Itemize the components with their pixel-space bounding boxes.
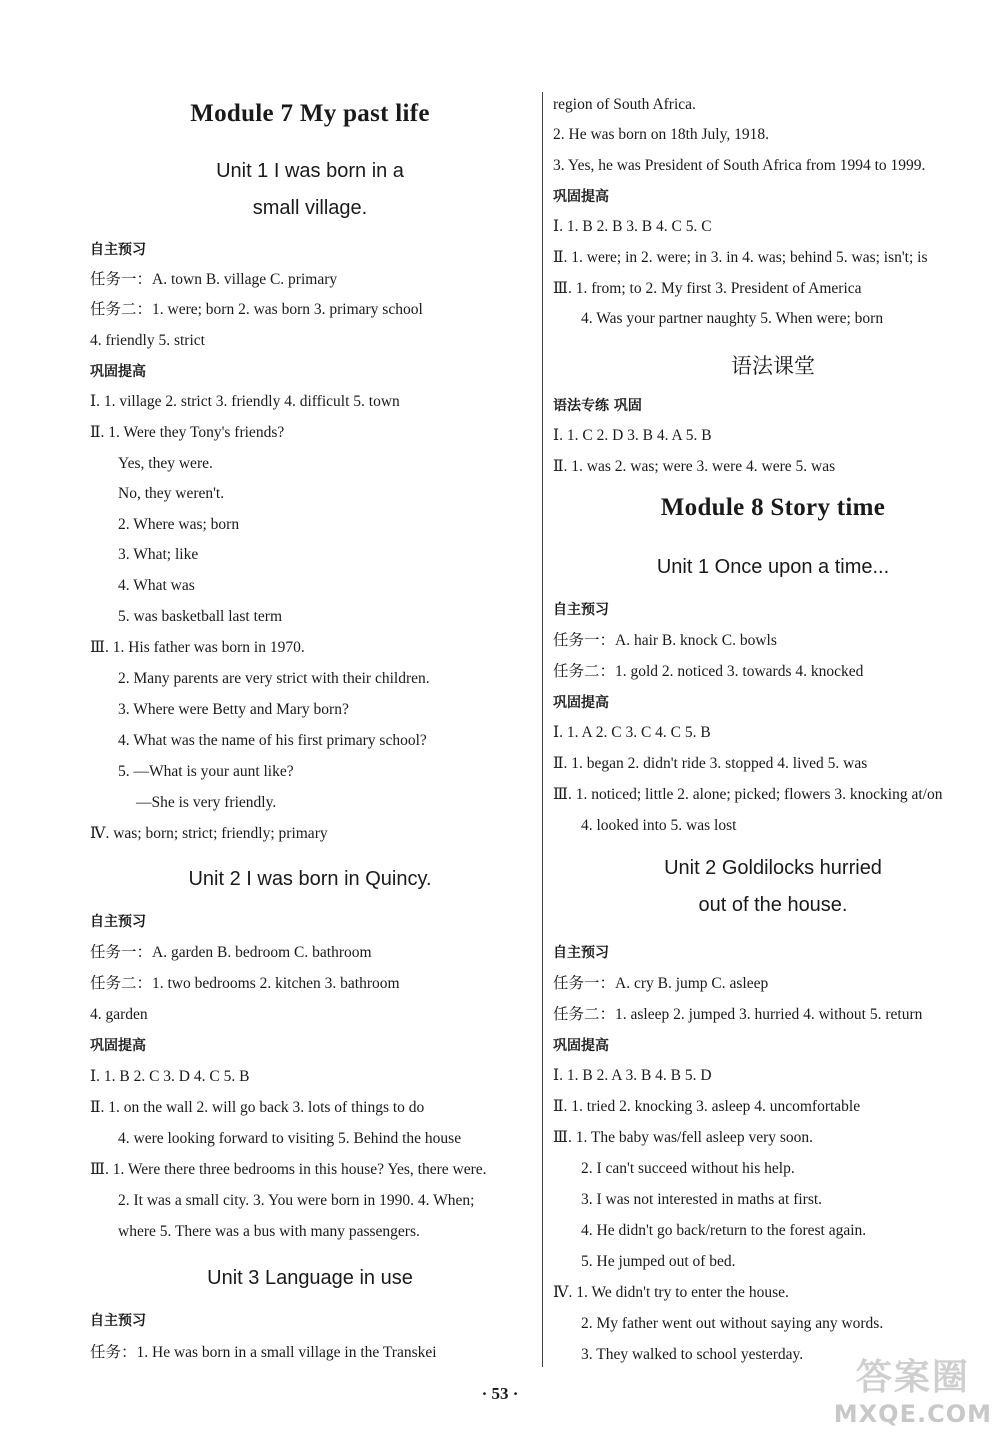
section-heading: 自主预习 [553, 602, 609, 618]
m8-unit-2-title-line2: out of the house. [698, 894, 848, 916]
section-heading: 巩固提高 [90, 1038, 146, 1054]
answer-line: 任务：1. He was born in a small village in the Transkei [90, 1344, 437, 1361]
answer-line: 任务一：A. garden B. bedroom C. bathroom [90, 944, 372, 961]
answer-line: Ⅳ. 1. We didn't try to enter the house. [553, 1284, 789, 1301]
answer-line: 任务二：1. two bedrooms 2. kitchen 3. bathroom [90, 975, 400, 992]
answer-line: 2. My father went out without saying any words. [581, 1315, 884, 1332]
answer-line: Ⅲ. 1. from; to 2. My first 3. President of America [553, 280, 862, 297]
answer-line: Ⅰ. 1. B 2. C 3. D 4. C 5. B [90, 1068, 250, 1085]
answer-line: Ⅰ. 1. C 2. D 3. B 4. A 5. B [553, 427, 712, 444]
answer-line: 4. What was the name of his first primary school? [118, 732, 427, 749]
module-8-title: Module 8 Story time [660, 494, 886, 521]
m8-unit-2-title-line1: Unit 2 Goldilocks hurried [664, 857, 882, 879]
answer-line: 5. was basketball last term [118, 608, 282, 625]
answer-line: region of South Africa. [553, 96, 696, 113]
section-heading: 巩固提高 [90, 364, 146, 380]
page-number: · 53 · [481, 1384, 519, 1403]
answer-line: —She is very friendly. [136, 794, 277, 811]
answer-line: 4. Was your partner naughty 5. When were; born [581, 310, 884, 327]
answer-line: Ⅲ. 1. noticed; little 2. alone; picked; flowers 3. knocking at/on [553, 786, 943, 803]
answer-line: Ⅰ. 1. B 2. A 3. B 4. B 5. D [553, 1067, 712, 1084]
answer-line: 2. He was born on 18th July, 1918. [553, 126, 769, 143]
answer-line: 3. Where were Betty and Mary born? [118, 701, 349, 718]
section-heading: 巩固提高 [553, 695, 609, 711]
answer-line: 2. Many parents are very strict with their children. [118, 670, 430, 687]
answer-line: Ⅰ. 1. B 2. B 3. B 4. C 5. C [553, 218, 712, 235]
answer-line: 2. I can't succeed without his help. [581, 1160, 795, 1177]
section-heading: 巩固提高 [553, 1038, 609, 1054]
answer-line: where 5. There was a bus with many passengers. [118, 1223, 420, 1240]
watermark-bottom: MXQE.COM [833, 1400, 992, 1428]
answer-line: No, they weren't. [118, 485, 225, 502]
answer-line: 2. It was a small city. 3. You were born in 1990. 4. When; [118, 1192, 475, 1209]
unit-2-title: Unit 2 I was born in Quincy. [188, 868, 432, 890]
answer-line: 任务一：A. hair B. knock C. bowls [553, 632, 777, 649]
answer-line: 5. He jumped out of bed. [581, 1253, 736, 1270]
section-heading: 语法专练 巩固 [553, 398, 642, 414]
answer-line: Ⅲ. 1. The baby was/fell asleep very soon. [553, 1129, 814, 1146]
section-heading: 自主预习 [90, 242, 146, 258]
answer-line: Ⅱ. 1. were; in 2. were; in 3. in 4. was; behind 5. was; isn't; is [553, 249, 928, 266]
unit-3-title: Unit 3 Language in use [207, 1267, 413, 1289]
answer-line: 4. looked into 5. was lost [581, 817, 737, 834]
answer-line: Ⅱ. 1. tried 2. knocking 3. asleep 4. uncomfortable [553, 1098, 861, 1115]
section-heading: 自主预习 [553, 945, 609, 961]
answer-line: Ⅰ. 1. A 2. C 3. C 4. C 5. B [553, 724, 711, 741]
module-7-title: Module 7 My past life [190, 100, 430, 127]
answer-line: 4. friendly 5. strict [90, 332, 205, 349]
answer-line: Ⅳ. was; born; strict; friendly; primary [90, 825, 328, 842]
section-heading: 自主预习 [90, 914, 146, 930]
answer-line: Ⅱ. 1. was 2. was; were 3. were 4. were 5. was [553, 458, 836, 475]
unit-1-title-line2: small village. [252, 197, 368, 219]
answer-line: Ⅰ. 1. village 2. strict 3. friendly 4. difficult 5. town [90, 393, 400, 410]
answer-line: 3. I was not interested in maths at first. [581, 1191, 823, 1208]
answer-line: 任务二：1. gold 2. noticed 3. towards 4. knocked [553, 663, 864, 680]
answer-line: Ⅲ. 1. Were there three bedrooms in this house? Yes, there were. [90, 1161, 487, 1178]
watermark-logo [834, 1349, 992, 1428]
grammar-class-title: 语法课堂 [731, 354, 815, 378]
answer-line: Yes, they were. [118, 455, 213, 472]
answer-line: 任务一：A. town B. village C. primary [90, 271, 338, 288]
column-divider [542, 92, 543, 1367]
answer-line: 3. Yes, he was President of South Africa from 1994 to 1999. [553, 157, 926, 174]
answer-line: 4. garden [90, 1006, 148, 1023]
answer-line: 2. Where was; born [118, 516, 240, 533]
section-heading: 巩固提高 [553, 189, 609, 205]
answer-line: 4. What was [118, 577, 195, 594]
answer-line: 3. What; like [118, 546, 199, 563]
section-heading: 自主预习 [90, 1313, 146, 1329]
answer-line: 5. —What is your aunt like? [118, 763, 294, 780]
answer-line: 4. He didn't go back/return to the forest again. [581, 1222, 867, 1239]
answer-line: 任务二：1. asleep 2. jumped 3. hurried 4. without 5. return [553, 1006, 923, 1023]
answer-line: Ⅱ. 1. Were they Tony's friends? [90, 424, 285, 441]
answer-line: Ⅲ. 1. His father was born in 1970. [90, 639, 305, 656]
answer-line: Ⅱ. 1. on the wall 2. will go back 3. lots of things to do [90, 1099, 425, 1116]
answer-line: 4. were looking forward to visiting 5. Behind the house [118, 1130, 462, 1147]
answer-line: Ⅱ. 1. began 2. didn't ride 3. stopped 4. lived 5. was [553, 755, 868, 772]
watermark-top: 答案圈 [855, 1357, 970, 1398]
m8-unit-1-title: Unit 1 Once upon a time... [656, 556, 890, 578]
answer-line: 任务一：A. cry B. jump C. asleep [553, 975, 769, 992]
answer-line: 任务二：1. were; born 2. was born 3. primary school [90, 301, 423, 318]
answer-line: 3. They walked to school yesterday. [581, 1346, 804, 1363]
unit-1-title-line1: Unit 1 I was born in a [216, 160, 404, 182]
